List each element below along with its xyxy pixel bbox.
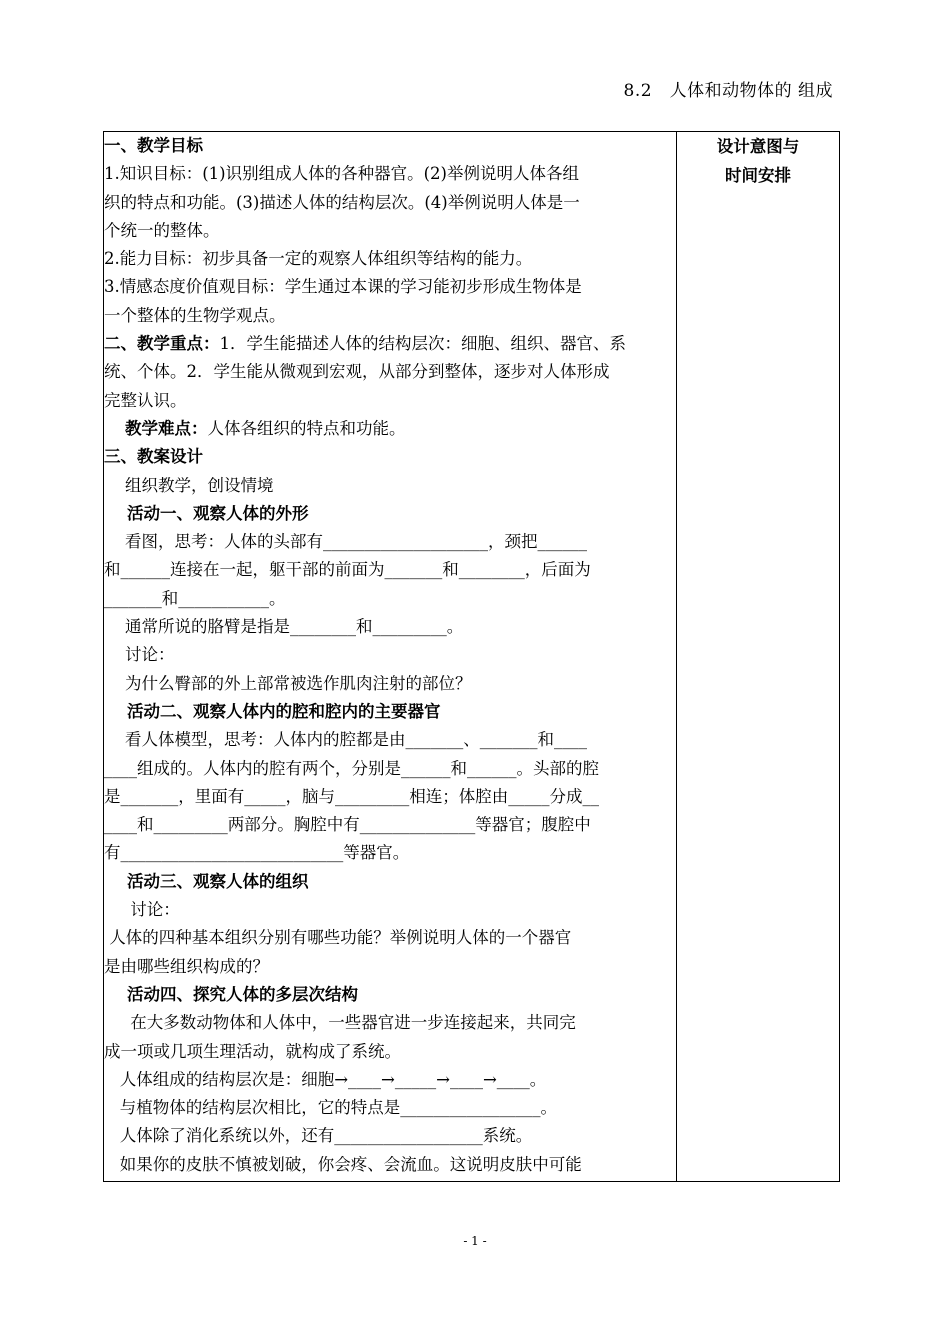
content-line: 和______连接在一起，躯干部的前面为_______和________，后面为 [104,560,591,580]
lesson-content-cell [104,132,677,1182]
page-number: - 1 - [463,1234,487,1248]
content-line: 通常所说的胳臂是指是________和_________。 [104,617,464,637]
content-line: 活动三、观察人体的组织 [104,871,309,891]
time-arrangement-heading: 时间安排 [725,166,791,185]
content-line: 成一项或几项生理活动，就构成了系统。 [104,1041,401,1061]
content-line: 看图，思考：人体的头部有____________________，颈把______ [104,532,587,552]
content-line: 是由哪些组织构成的？ [104,956,269,976]
content-line: 完整认识。 [104,390,187,410]
page-header-title: 8.2 人体和动物体的 组成 [623,81,833,101]
section-label: 二、教学重点： [104,334,220,354]
content-line: ____和_________两部分。胸腔中有______________等器官；腹腔中 [104,815,591,835]
content-line: 2.能力目标：初步具备一定的观察人体组织等结构的能力。 [104,249,533,269]
section-text: 人体各组织的特点和功能。 [207,418,406,438]
content-line [104,330,676,358]
lesson-plan-table [103,131,840,1182]
content-line: 活动一、观察人体的外形 [104,503,309,523]
content-line: 人体除了消化系统以外，还有__________________系统。 [104,1126,533,1146]
content-line: 讨论： [104,900,180,920]
design-intent-heading: 设计意图与 [716,137,800,156]
content-line: 与植物体的结构层次相比，它的特点是_________________。 [104,1098,557,1118]
content-line: 活动四、探究人体的多层次结构 [104,984,358,1004]
content-line: 一、教学目标 [104,136,203,155]
content-line: 组织教学，创设情境 [104,475,274,495]
content-line [104,415,676,443]
content-line: 个统一的整体。 [104,220,220,240]
content-line: 看人体模型，思考：人体内的腔都是由_______、_______和____ [104,730,587,750]
content-line: 活动二、观察人体内的腔和腔内的主要器官 [104,701,441,721]
content-line: 在大多数动物体和人体中，一些器官进一步连接起来，共同完 [104,1013,576,1033]
content-line: 3.情感态度价值观目标：学生通过本课的学习能初步形成生物体是 [104,277,582,297]
section-text: 1．学生能描述人体的结构层次：细胞、组织、器官、系 [219,334,626,354]
content-line: 织的特点和功能。(3)描述人体的结构层次。(4)举例说明人体是一 [104,192,580,212]
content-line: 有___________________________等器官。 [104,843,410,863]
content-line: 1.知识目标：(1)识别组成人体的各种器官。(2)举例说明人体各组 [104,164,579,184]
design-intent-cell [677,132,840,1182]
content-line: 人体的四种基本组织分别有哪些功能？举例说明人体的一个器官 [104,928,572,948]
content-line: _______和___________。 [104,588,286,608]
content-line: ____组成的。人体内的腔有两个，分别是______和______。头部的腔 [104,758,599,778]
content-line: 统、个体。2．学生能从微观到宏观，从部分到整体，逐步对人体形成 [104,362,610,382]
content-line: 如果你的皮肤不慎被划破，你会疼、会流血。这说明皮肤中可能 [104,1154,582,1174]
content-line: 一个整体的生物学观点。 [104,305,286,325]
content-line: 为什么臀部的外上部常被选作肌肉注射的部位？ [104,673,472,693]
content-line: 人体组成的结构层次是：细胞→____→_____→____→____。 [104,1069,547,1089]
content-line: 是_______，里面有_____，脑与_________相连；体腔由_____分成__ [104,786,599,806]
content-line: 讨论： [104,645,175,665]
section-label: 教学难点： [124,418,208,438]
content-line: 三、教案设计 [104,447,203,467]
